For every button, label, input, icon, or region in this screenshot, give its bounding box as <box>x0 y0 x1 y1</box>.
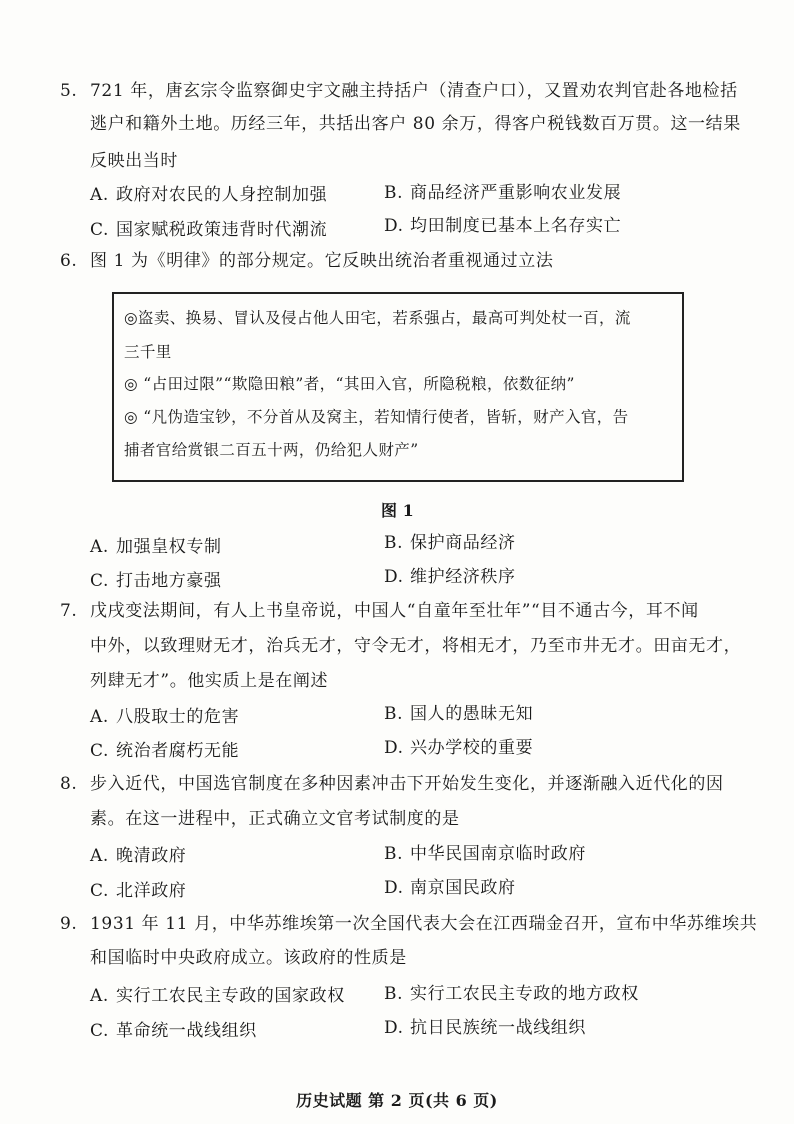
figure-1-box <box>112 292 684 482</box>
question-9-option-d: D. 抗日民族统一战线组织 <box>384 1018 586 1038</box>
box-line-5: 捕者官给赏银二百五十两，仍给犯人财产” <box>124 441 419 459</box>
question-number: 5. <box>60 81 78 101</box>
question-7-stem-line-1: 7. 戊戌变法期间，有人上书皇帝说，中国人“自童年至壮年”“目不通古今，耳不闻 <box>60 601 699 621</box>
question-9-stem-line-2: 和国临时中央政府成立。该政府的性质是 <box>90 948 407 968</box>
question-8-option-c: C. 北洋政府 <box>90 881 187 901</box>
question-5-stem-line-1: 5. 721 年，唐玄宗令监察御史宇文融主持括户（清查户口），又置劝农判官赴各地检括 <box>60 81 738 101</box>
question-5-stem-line-3: 反映出当时 <box>90 151 178 171</box>
question-number: 9. <box>60 914 78 934</box>
question-9-option-b: B. 实行工农民主专政的地方政权 <box>384 984 639 1004</box>
question-8-option-d: D. 南京国民政府 <box>384 878 516 898</box>
question-8-option-a: A. 晚清政府 <box>90 846 187 866</box>
box-line-4: ◎ “凡伪造宝钞，不分首从及窝主，若知情行使者，皆斩，财产入官，告 <box>124 408 629 426</box>
question-8-stem-line-1: 8. 步入近代，中国选官制度在多种因素冲击下开始发生变化，并逐渐融入近代化的因 <box>60 774 724 794</box>
question-5-option-a: A. 政府对农民的人身控制加强 <box>90 185 328 205</box>
question-6-stem-line-1: 6. 图 1 为《明律》的部分规定。它反映出统治者重视通过立法 <box>60 251 554 271</box>
question-9-stem-line-1: 9. 1931 年 11 月，中华苏维埃第一次全国代表大会在江西瑞金召开，宣布中华苏维埃共 <box>60 914 758 934</box>
box-line-3: ◎ “占田过限”“欺隐田粮”者，“其田入官，所隐税粮，依数征纳” <box>124 375 575 393</box>
question-7-option-d: D. 兴办学校的重要 <box>384 738 534 758</box>
question-7-stem-line-3: 列肆无才”。他实质上是在阐述 <box>90 671 329 691</box>
question-6-option-d: D. 维护经济秩序 <box>384 567 516 587</box>
question-5-option-c: C. 国家赋税政策违背时代潮流 <box>90 220 328 240</box>
question-7-option-c: C. 统治者腐朽无能 <box>90 741 240 761</box>
question-7-stem-line-2: 中外，以致理财无才，治兵无才，守令无才，将相无才，乃至市井无才。田亩无才， <box>90 636 742 656</box>
question-number: 6. <box>60 251 78 271</box>
question-7-option-b: B. 国人的愚昧无知 <box>384 704 534 724</box>
question-8-stem-line-2: 素。在这一进程中，正式确立文官考试制度的是 <box>90 809 460 829</box>
question-9-option-c: C. 革命统一战线组织 <box>90 1021 257 1041</box>
figure-caption: 图 1 <box>381 501 414 520</box>
question-5-stem-line-2: 逃户和籍外土地。历经三年，共括出客户 80 余万，得客户税钱数百万贯。这一结果 <box>90 114 741 134</box>
page-footer: 历史试题 第 2 页(共 6 页) <box>296 1091 498 1110</box>
question-9-option-a: A. 实行工农民主专政的国家政权 <box>90 986 345 1006</box>
question-5-option-d: D. 均田制度已基本上名存实亡 <box>384 216 622 236</box>
question-8-option-b: B. 中华民国南京临时政府 <box>384 844 586 864</box>
question-6-option-b: B. 保护商品经济 <box>384 533 516 553</box>
box-line-2: 三千里 <box>124 343 172 361</box>
question-7-option-a: A. 八股取士的危害 <box>90 707 240 727</box>
box-line-1: ◎盗卖、换易、冒认及侵占他人田宅，若系强占，最高可判处杖一百，流 <box>124 309 631 327</box>
question-6-option-c: C. 打击地方豪强 <box>90 571 222 591</box>
question-number: 7. <box>60 601 78 621</box>
question-number: 8. <box>60 774 78 794</box>
question-5-option-b: B. 商品经济严重影响农业发展 <box>384 183 622 203</box>
question-6-option-a: A. 加强皇权专制 <box>90 537 222 557</box>
